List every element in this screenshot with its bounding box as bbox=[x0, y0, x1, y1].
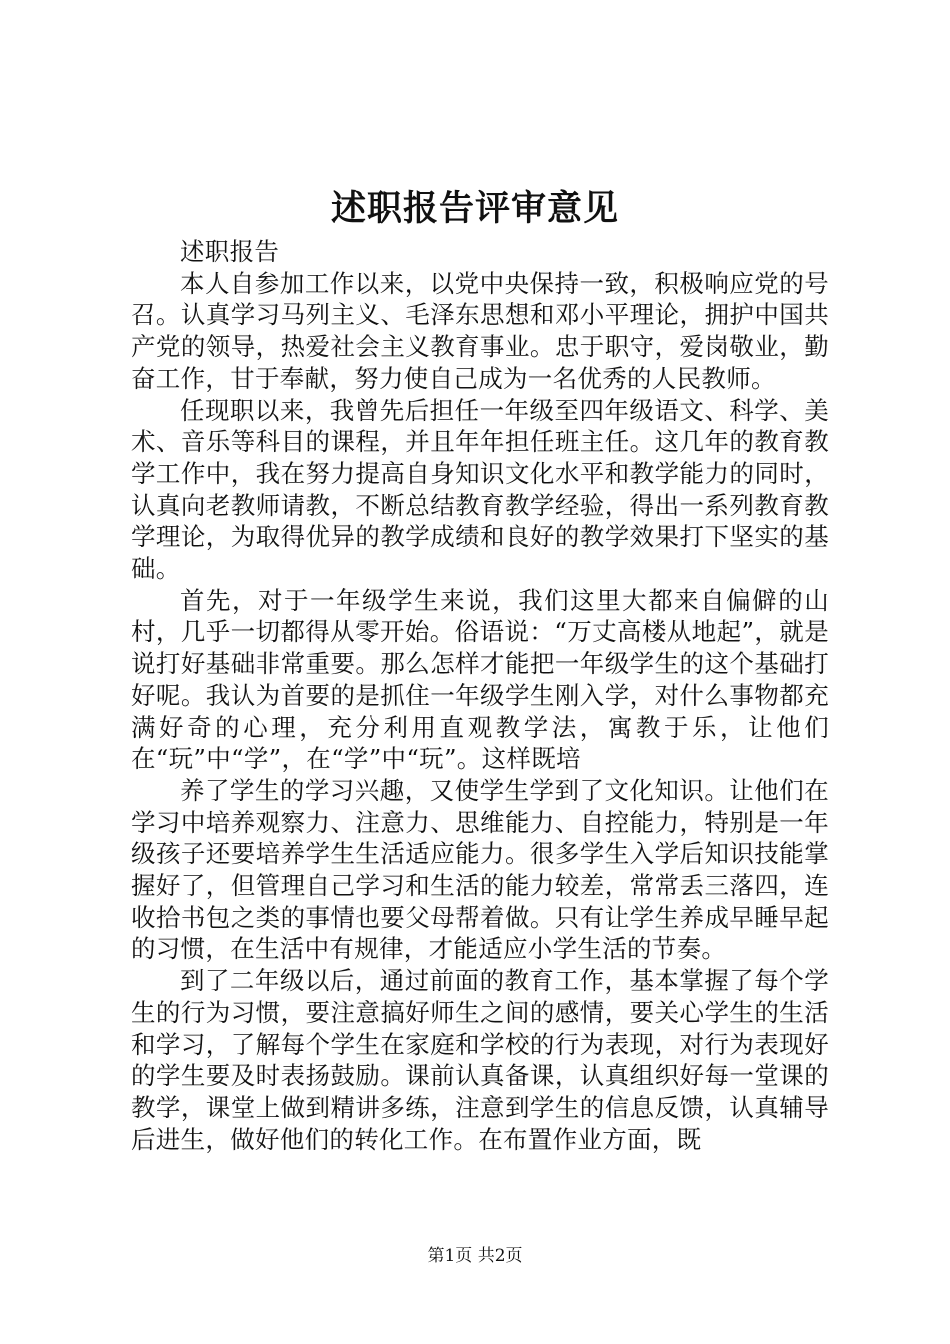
paragraph-4: 养了学生的学习兴趣，又使学生学到了文化知识。让他们在学习中培养观察力、注意力、思维能力、自控能力，特别是一年级孩子还要培养学生生活适应能力。很多学生入学后知识技能掌握好了，但管理自己学习和生活的能力较差，常常丢三落四，连收拾书包之类的事情也要父母帮着做。只有让学生养成早睡早起的习惯，在生活中有规律，才能适应小学生活的节奏。 bbox=[131, 775, 829, 964]
page-number-footer: 第1页 共2页 bbox=[427, 1246, 523, 1266]
paragraph-heading: 述职报告 bbox=[180, 237, 280, 266]
paragraph-5: 到了二年级以后，通过前面的教育工作，基本掌握了每个学生的行为习惯，要注意搞好师生之间的感情，要关心学生的生活和学习，了解每个学生在家庭和学校的行为表现，对行为表现好的学生要及时表扬鼓励。课前认真备课，认真组织好每一堂课的教学，课堂上做到精讲多练，注意到学生的信息反馈，认真辅导后进生，做好他们的转化工作。在布置作业方面，既 bbox=[131, 966, 829, 1154]
paragraph-3: 首先，对于一年级学生来说，我们这里大都来自偏僻的山村，几乎一切都得从零开始。俗语说：“万丈高楼从地起”，就是说打好基础非常重要。那么怎样才能把一年级学生的这个基础打好呢。我认为首要的是抓住一年级学生刚入学，对什么事物都充满好奇的心理，充分利用直观教学法，寓教于乐，让他们在“玩”中“学”，在“学”中“玩”。这样既培 bbox=[131, 585, 829, 774]
paragraph-1: 本人自参加工作以来，以党中央保持一致，积极响应党的号召。认真学习马列主义、毛泽东思想和邓小平理论，拥护中国共产党的领导，热爱社会主义教育事业。忠于职守，爱岗敬业，勤奋工作，甘于奉献，努力使自己成为一名优秀的人民教师。 bbox=[131, 268, 829, 393]
document-title: 述职报告评审意见 bbox=[330, 188, 619, 229]
document-body bbox=[131, 236, 829, 1155]
paragraph-2: 任现职以来，我曾先后担任一年级至四年级语文、科学、美术、音乐等科目的课程，并且年年担任班主任。这几年的教育教学工作中，我在努力提高自身知识文化水平和教学能力的同时，认真向老教师请教，不断总结教育教学经验，得出一系列教育教学理论，为取得优异的教学成绩和良好的教学效果打下坚实的基础。 bbox=[131, 395, 829, 584]
